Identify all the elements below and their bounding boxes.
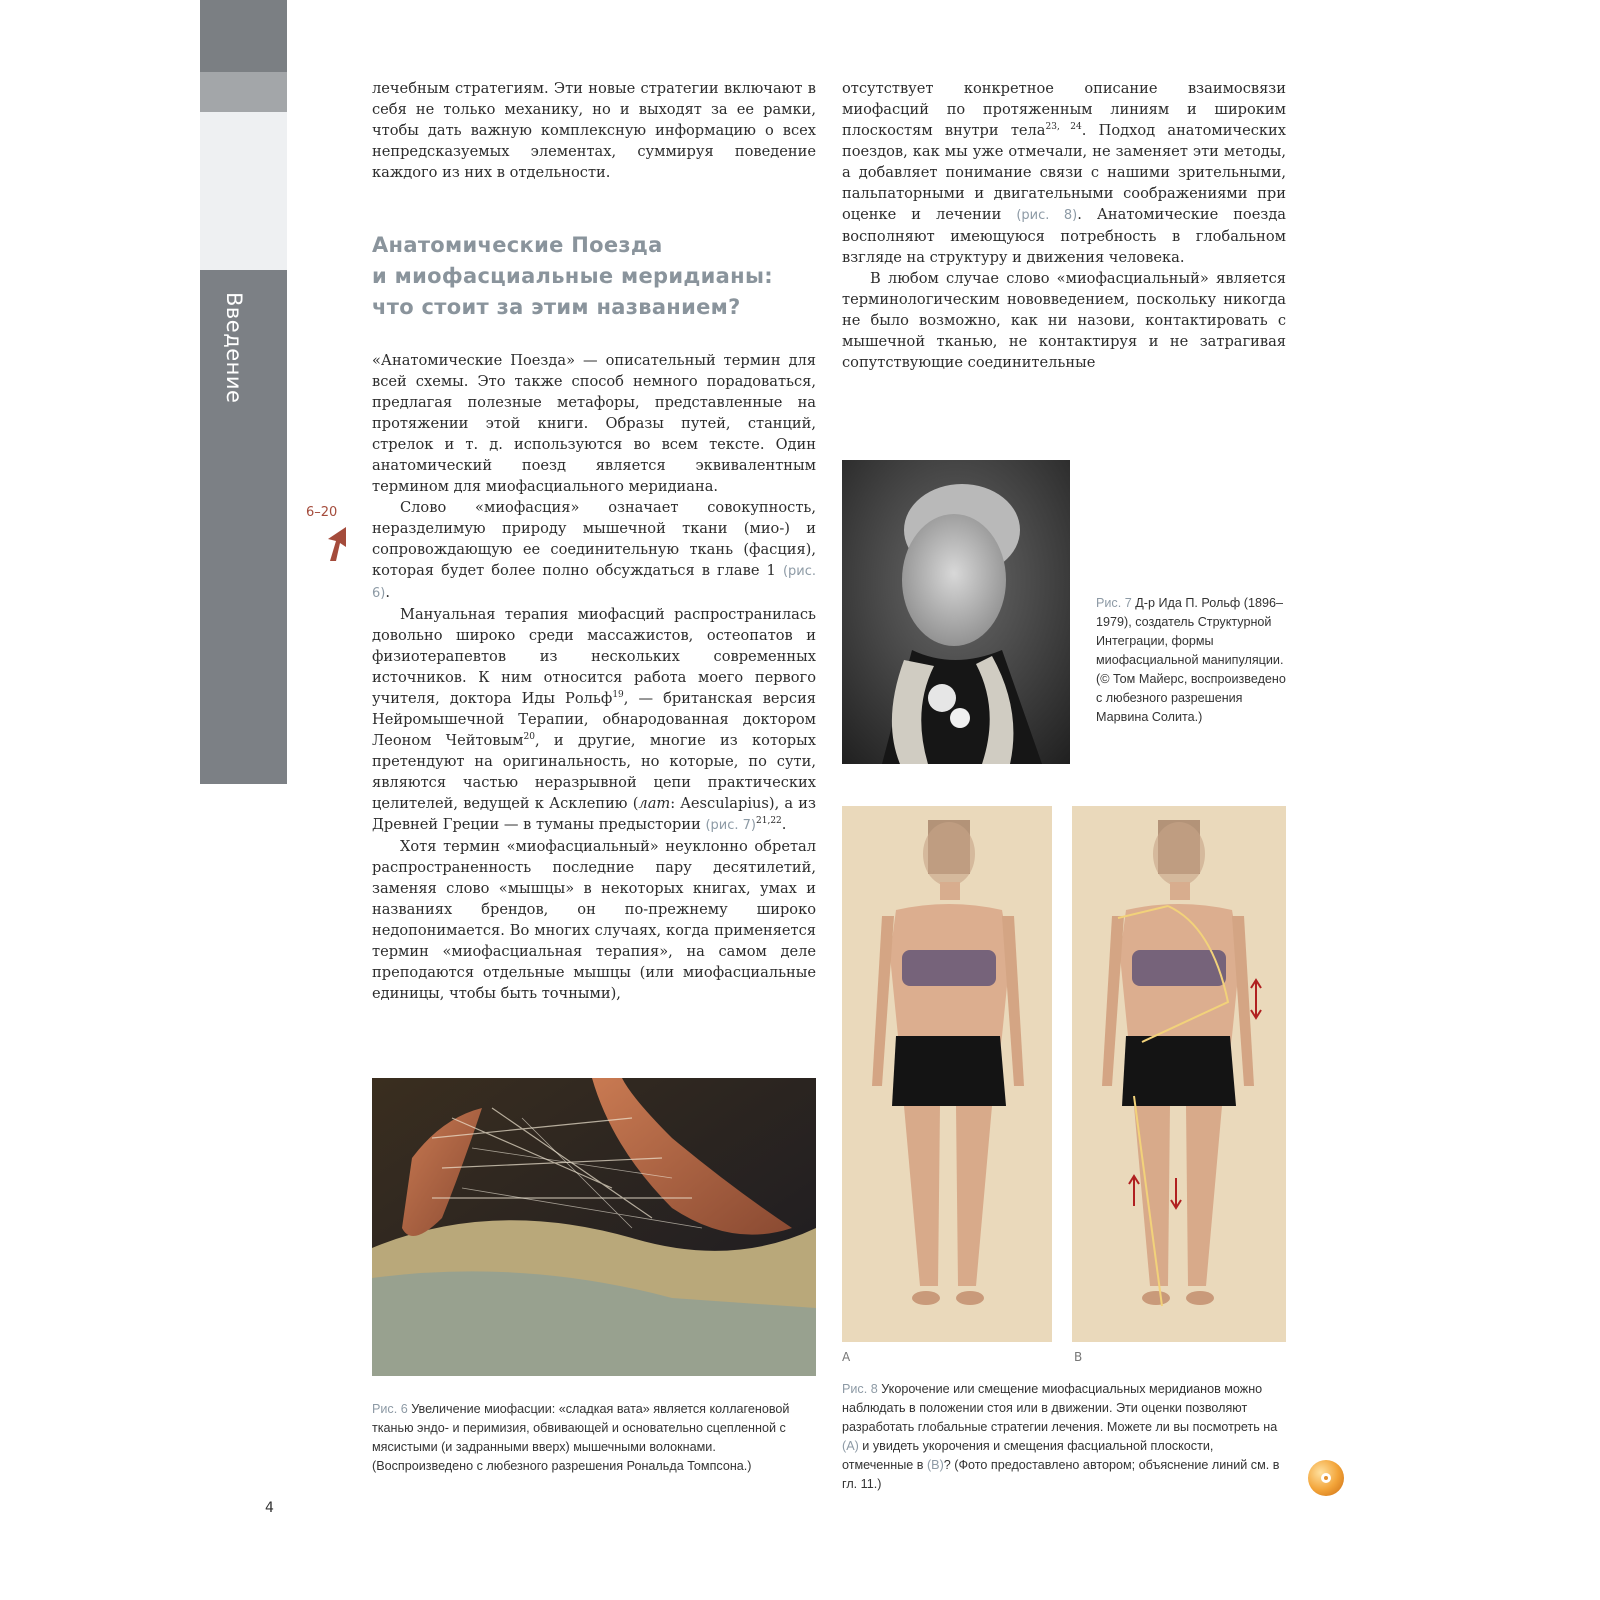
fig8-panel-b-label: B	[1074, 1350, 1083, 1364]
section-heading	[372, 230, 832, 323]
fig8-photo-a	[842, 806, 1052, 1342]
fig8-ref-a[interactable]: (A)	[842, 1439, 859, 1453]
col1-paragraph-2: Слово «миофасция» означает совокупность, неразделимую природу мышечной ткани (мио-) и сопровождающую ее соединительную ткань (фасция), которая будет более полно обсуждаться в главе 1 (рис. 6).	[372, 499, 816, 601]
fig8-panel-a-label: A	[842, 1350, 851, 1364]
cursor-arrow-icon	[324, 525, 350, 563]
sidebar-tab-block	[200, 72, 287, 112]
fig6-caption: Рис. 6 Увеличение миофасции: «сладкая вата» является коллагеновой тканью эндо- и перимизия, обвивающей и основательно сцепленной с мясистыми (и задранными вверх) мышечными волокнами. (Воспроизведено с любезного разрешения Рональда Томпсона.)	[372, 1402, 790, 1473]
fig6-reference-link[interactable]: (рис. 6)	[372, 564, 816, 601]
fig8-photo-b	[1072, 806, 1286, 1342]
fig8-caption: Рис. 8 Укорочение или смещение миофасциальных меридианов можно наблюдать в положении стоя или в движении. Эти оценки позволяют разработать глобальные стратегии лечения. Можете ли вы посмотреть на (A) и увидеть укорочения и смещения фасциальной плоскости, отмеченные в (B)? (Фото предоставлено автором; объяснение линий см. в гл. 11.)	[842, 1382, 1280, 1491]
sidebar-section-label: Введение	[222, 292, 246, 404]
page-number: 4	[265, 1500, 274, 1516]
col1-paragraph-3: Мануальная терапия миофасций распространилась довольно широко среди массажистов, остеопатов и физиотерапевтов из нескольких современных источников. К ним относится работа моего первого учителя, доктора Иды Рольф$^{19}$, — британская версия Нейромышечной Терапии, обнародованная доктором Леоном Чейтовым$^{20}$, и другие, многие из которых претендуют на оригинальность, но которые, по сути, являются частью неразрывной цепи практических целителей, ведущей к Асклепию (лат: Aesculapius), а из Древней Греции — в туманы предыстории (рис. 7)$^{21,22}$.	[372, 606, 817, 833]
footnote-ref[interactable]: 21,22	[756, 816, 782, 827]
footnote-ref[interactable]: 23, 24	[1045, 122, 1082, 133]
sidebar-tab-block	[200, 112, 287, 270]
col1-top-paragraph: лечебным стратегиям. Эти новые стратегии включают в себя не только механику, но и выходят за ее рамки, чтобы дать важную комплексную информацию о всех непредсказуемых элементах, суммируя поведение каждого из них в отдельности.	[372, 80, 816, 181]
col2-body	[842, 78, 1286, 373]
fig8-ref-b[interactable]: (B)	[926, 1458, 944, 1472]
heading-line-1: Анатомические Поезда	[372, 233, 663, 257]
col2-paragraph-1: отсутствует конкретное описание взаимосвязи миофасций по протяженным линиям и широким плоскостям внутри тела$^{23, 24}$. Подход анатомических поездов, как мы уже отмечали, не заменяет эти методы, а добавляет понимание связи с нашими зрительными, пальпаторными и двигательными соображениями при оценке и лечении (рис. 8). Анатомические поезда восполняют имеющуюся потребность в глобальном взгляде на структуру и движения человека.	[842, 80, 1286, 266]
fig6-myofascia-photo	[372, 1078, 816, 1376]
col1-paragraph-1: «Анатомические Поезда» — описательный термин для всей схемы. Это также способ немного порадоваться, предлагая полезные метафоры, представленные на протяжении этой книги. Образы путей, станций, стрелок и т. д. используются во всем тексте. Один анатомический поезд является эквивалентным термином для миофасциального меридиана.	[372, 352, 816, 495]
fig8-reference-link[interactable]: (рис. 8)	[1016, 208, 1078, 223]
sidebar-tab-block	[200, 0, 287, 72]
fig6-label: Рис. 6	[372, 1402, 408, 1416]
fig7-caption: Рис. 7 Д-р Ида П. Рольф (1896–1979), создатель Структурной Интеграции, формы миофасциальной манипуляции. (© Том Майерс, воспроизведено с любезного разрешения Марвина Солита.)	[1096, 596, 1286, 724]
dvd-disc-icon[interactable]	[1306, 1458, 1346, 1498]
fig8-label: Рис. 8	[842, 1382, 878, 1396]
heading-line-3: что стоит за этим названием?	[372, 295, 741, 319]
fig7-reference-link[interactable]: (рис. 7)	[705, 818, 756, 833]
fig7-portrait-photo	[842, 460, 1070, 764]
fig7-label: Рис. 7	[1096, 596, 1132, 610]
footnote-ref[interactable]: 20	[523, 732, 535, 743]
col2-paragraph-2: В любом случае слово «миофасциальный» является терминологическим нововведением, поскольку никогда не было возможно, как ни назови, контактировать с мышечной тканью, не контактируя и не затрагивая сопутствующие соединительные	[842, 270, 1286, 371]
footnote-ref[interactable]: 19	[612, 690, 624, 701]
heading-line-2: и миофасциальные меридианы:	[372, 264, 773, 288]
col1-body	[372, 350, 816, 1004]
col1-paragraph-4: Хотя термин «миофасциальный» неуклонно обретал распространенность последние пару десятилетий, заменяя слово «мышцы» в некоторых книгах, умах и названиях брендов, он по-прежнему широко недопонимается. Во многих случаях, когда применяется термин «миофасциальная терапия», на самом деле преподаются отдельные мышцы (или миофасциальные единицы, чтобы быть точными),	[372, 838, 816, 1002]
margin-reference[interactable]: 6–20	[306, 505, 338, 520]
